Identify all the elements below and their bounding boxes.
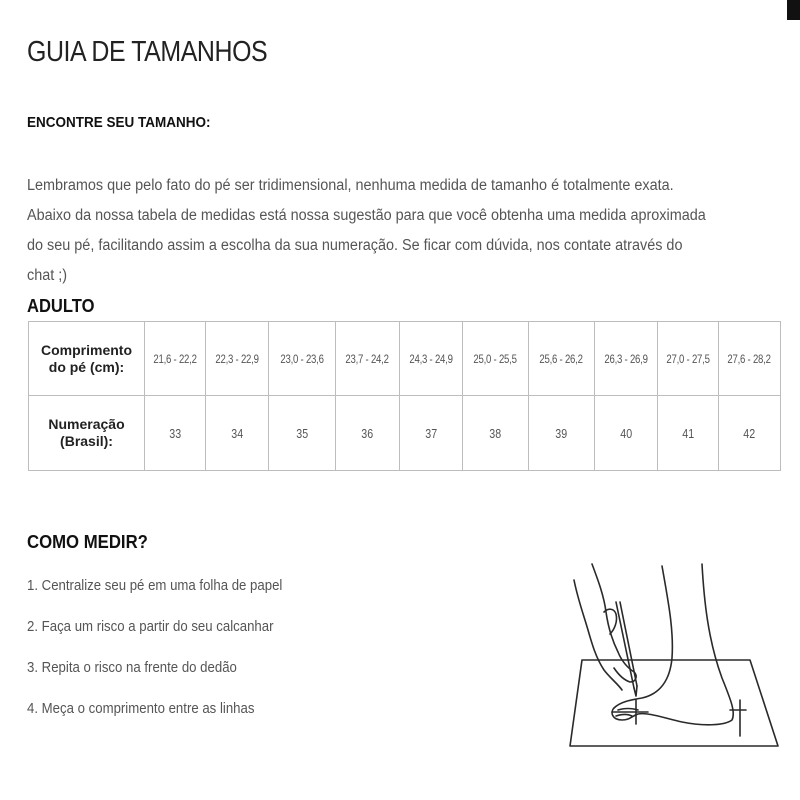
- row-header-size: [29, 396, 145, 471]
- size-cell: [269, 396, 336, 471]
- header-line: Numeração: [48, 416, 125, 432]
- intro-line: chat ;): [27, 267, 68, 284]
- size-value: 37: [425, 425, 437, 441]
- foot-measuring-illustration: [552, 560, 784, 760]
- steps-list: [27, 575, 317, 739]
- step-item: 2. Faça um risco a partir do seu calcanhar: [27, 618, 274, 635]
- step-item: 4. Meça o comprimento entre as linhas: [27, 700, 255, 717]
- size-cell: [719, 396, 781, 471]
- row-header-length: [29, 322, 145, 396]
- section-heading-adulto: ADULTO: [27, 296, 95, 316]
- intro-line: do seu pé, facilitando assim a escolha da sua numeração. Se ficar com dúvida, nos contate através do: [27, 237, 683, 254]
- length-value: 25,6 - 26,2: [539, 351, 584, 366]
- section-heading-como-medir: COMO MEDIR?: [27, 532, 148, 552]
- size-cell: [529, 396, 595, 471]
- length-cell: [719, 322, 781, 396]
- size-cell: [400, 396, 463, 471]
- length-cell: [529, 322, 595, 396]
- size-table: [28, 321, 781, 471]
- length-value: 27,6 - 28,2: [727, 351, 772, 366]
- intro-paragraph: [27, 174, 787, 294]
- length-cell: [658, 322, 719, 396]
- size-value: 42: [743, 425, 756, 441]
- length-cell: [145, 322, 206, 396]
- page-title: GUIA DE TAMANHOS: [27, 36, 268, 68]
- table-row-size: [29, 396, 781, 471]
- size-value: 41: [682, 425, 694, 441]
- header-line: Comprimento: [41, 341, 132, 358]
- length-cell: [595, 322, 658, 396]
- length-value: 24,3 - 24,9: [409, 351, 453, 366]
- intro-line: Lembramos que pelo fato do pé ser tridimensional, nenhuma medida de tamanho é totalmente exata.: [27, 177, 674, 194]
- size-value: 34: [231, 425, 243, 441]
- length-cell: [400, 322, 463, 396]
- step-item: 3. Repita o risco na frente do dedão: [27, 659, 237, 676]
- size-value: 38: [489, 425, 502, 441]
- length-value: 26,3 - 26,9: [604, 351, 648, 366]
- size-cell: [206, 396, 269, 471]
- length-value: 21,6 - 22,2: [153, 351, 197, 366]
- length-value: 27,0 - 27,5: [666, 351, 710, 366]
- length-cell: [463, 322, 529, 396]
- size-cell: [145, 396, 206, 471]
- size-cell: [336, 396, 400, 471]
- size-value: 35: [296, 425, 308, 441]
- length-cell: [206, 322, 269, 396]
- length-value: 23,7 - 24,2: [345, 351, 390, 366]
- header-line: (Brasil):: [60, 433, 113, 449]
- length-value: 25,0 - 25,5: [473, 351, 518, 366]
- length-cell: [269, 322, 336, 396]
- foot-outline: [612, 564, 733, 725]
- section-subtitle: ENCONTRE SEU TAMANHO:: [27, 114, 211, 131]
- size-value: 40: [620, 425, 632, 441]
- size-cell: [658, 396, 719, 471]
- size-value: 39: [555, 425, 568, 441]
- size-cell: [463, 396, 529, 471]
- header-line: do pé (cm):: [48, 358, 125, 375]
- corner-mark: [787, 0, 800, 20]
- paper-sheet: [570, 660, 778, 746]
- size-value: 36: [361, 425, 374, 441]
- size-cell: [595, 396, 658, 471]
- length-value: 22,3 - 22,9: [215, 351, 259, 366]
- step-item: 1. Centralize seu pé em uma folha de papel: [27, 577, 283, 594]
- table-row-length: [29, 322, 781, 396]
- length-cell: [336, 322, 400, 396]
- intro-line: Abaixo da nossa tabela de medidas está nossa sugestão para que você obtenha uma medida aproximada: [27, 207, 706, 224]
- size-value: 33: [169, 425, 181, 441]
- length-value: 23,0 - 23,6: [280, 351, 324, 366]
